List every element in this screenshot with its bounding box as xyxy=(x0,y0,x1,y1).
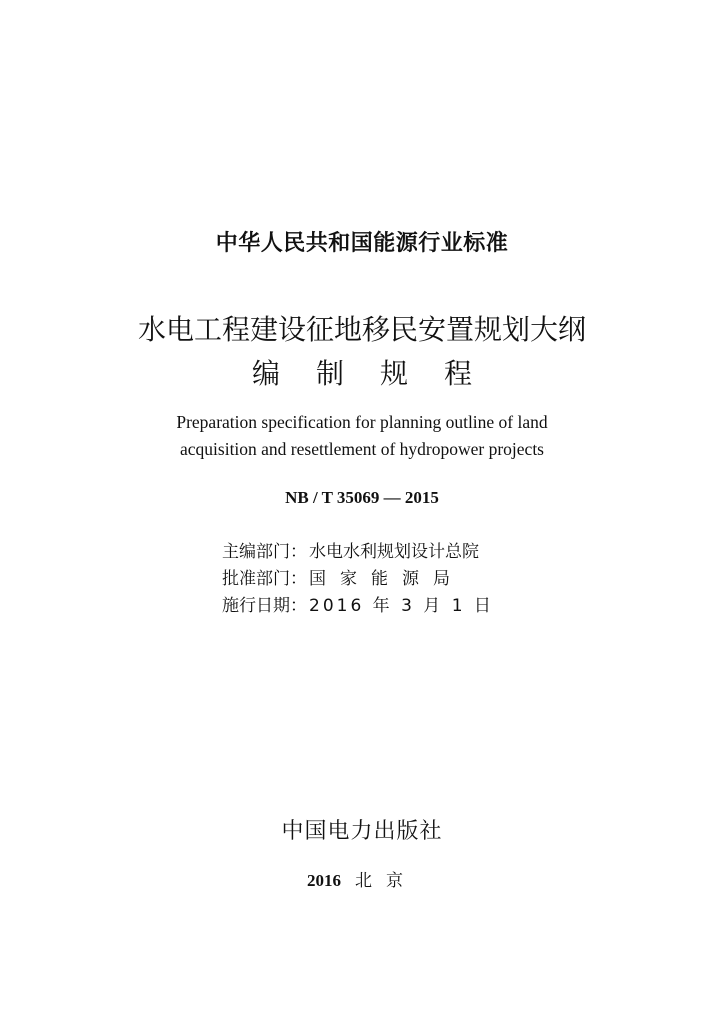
effective-value: 2016 年 3 月 1 日 xyxy=(309,596,494,616)
subtitle-char: 制 xyxy=(315,357,344,390)
approver-label: 批准部门： xyxy=(222,569,307,589)
subtitle-char: 程 xyxy=(444,357,473,390)
approver-value: 国家能源局 xyxy=(309,569,464,589)
standard-code: NB / T 35069 — 2015 xyxy=(285,488,439,507)
editor-value: 水电水利规划设计总院 xyxy=(309,542,479,562)
meta-row-effective-date xyxy=(222,591,494,616)
effective-label: 施行日期： xyxy=(222,596,307,616)
publisher: 中国电力出版社 xyxy=(281,819,443,844)
meta-row-editor xyxy=(222,537,479,562)
imprint-year: 2016 xyxy=(307,871,341,890)
document-title-en-line2: acquisition and resettlement of hydropower projects xyxy=(180,439,544,459)
document-title-cn: 水电工程建设征地移民安置规划大纲 xyxy=(137,313,586,346)
subtitle-char: 规 xyxy=(380,357,409,390)
imprint xyxy=(0,866,724,891)
standard-series: 中华人民共和国能源行业标准 xyxy=(215,231,509,256)
meta-row-approver xyxy=(222,564,464,589)
document-subtitle-cn xyxy=(0,352,724,392)
imprint-city: 北京 xyxy=(355,871,417,891)
editor-label: 主编部门： xyxy=(222,542,307,562)
subtitle-char: 编 xyxy=(251,357,280,390)
document-title-en-line1: Preparation specification for planning outline of land xyxy=(176,412,548,432)
